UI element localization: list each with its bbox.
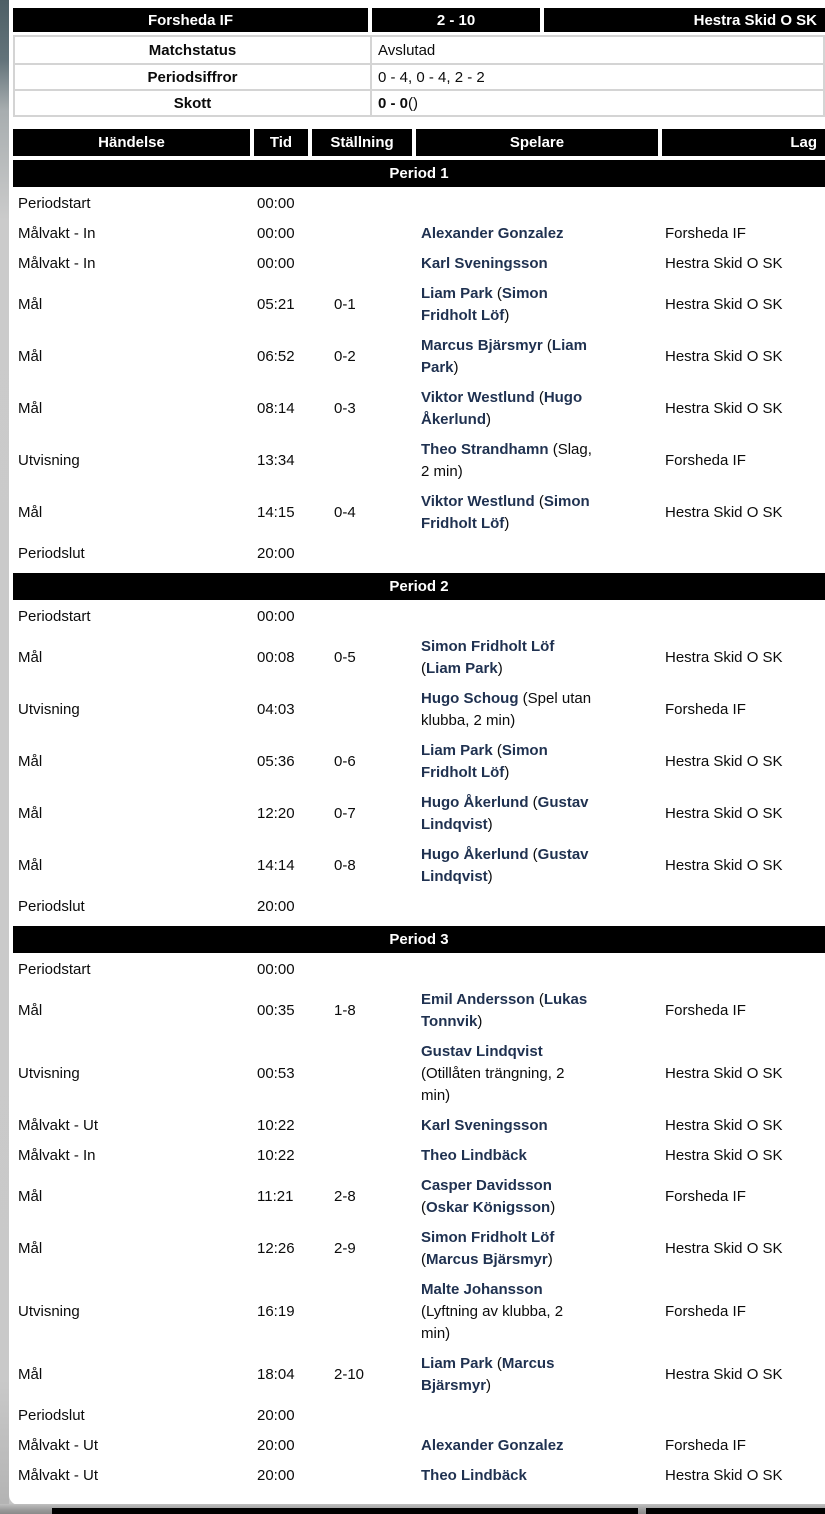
event-player-cell [416,844,662,888]
player-link[interactable]: Viktor Westlund [421,493,535,510]
event-player-cell [416,1353,662,1397]
assist-link[interactable]: Oskar Königsson [426,1199,551,1216]
event-team: Forsheda IF [665,1303,746,1320]
event-team: Forsheda IF [665,452,746,469]
event-team: Hestra Skid O SK [665,753,783,770]
summary-value: Avslutad [378,41,436,59]
player-link[interactable]: Hugo Åkerlund [421,794,529,811]
event-time: 12:26 [257,1240,295,1257]
player-link[interactable]: Theo Strandhamn [421,441,549,458]
score-header [13,8,825,32]
event-detail: (Spel utan klubba, 2 min) [421,690,592,729]
player-link[interactable]: Marcus Bjärsmyr [421,337,543,354]
event-score: 0-6 [334,753,356,770]
event-time: 10:22 [257,1117,295,1134]
event-row [13,1349,825,1401]
event-team: Forsheda IF [665,225,746,242]
player-link[interactable]: Emil Andersson [421,991,535,1008]
event-time: 20:00 [257,545,295,562]
event-type: Utvisning [18,452,80,469]
assist-link[interactable]: Marcus Bjärsmyr [426,1251,548,1268]
event-row [13,1111,825,1141]
assist-link[interactable]: Marcus Bjärsmyr [421,1355,555,1394]
penalty-reason: Spel utan klubba, 2 min [421,690,592,729]
event-player-inner [421,1465,593,1487]
event-time: 08:14 [257,400,295,417]
event-row [13,788,825,840]
summary-label: Periodsiffror [15,65,372,89]
event-type: Mål [18,1002,43,1019]
summary-label: Matchstatus [15,37,372,63]
event-score: 2-10 [334,1366,365,1383]
event-time: 00:53 [257,1065,295,1082]
event-detail: (Gustav Lindqvist) [421,794,589,833]
event-team: Hestra Skid O SK [665,1147,783,1164]
player-link[interactable]: Simon Fridholt Löf [421,638,555,655]
event-player-cell [416,1145,662,1167]
event-row [13,985,825,1037]
player-link[interactable]: Karl Sveningsson [421,1117,548,1134]
event-row [13,1431,825,1461]
event-player-inner [421,283,593,327]
event-type: Periodslut [18,1407,85,1424]
player-link[interactable]: Liam Park [421,1355,493,1372]
penalty-reason: Slag, 2 min [421,441,592,480]
player-link[interactable]: Liam Park [421,285,493,302]
event-detail: (Simon Fridholt Löf) [421,493,590,532]
period-band: Period 2 [13,573,825,600]
event-time: 12:20 [257,805,295,822]
player-link[interactable]: Simon Fridholt Löf [421,1229,555,1246]
player-link[interactable]: Gustav Lindqvist [421,1043,543,1060]
player-link[interactable]: Karl Sveningsson [421,255,548,272]
event-player-inner [421,1353,593,1397]
event-time: 20:00 [257,898,295,915]
event-score: 0-5 [334,649,356,666]
event-team: Hestra Skid O SK [665,1467,783,1484]
event-type: Målvakt - In [18,1147,96,1164]
away-team-name: Hestra Skid O SK [544,8,825,32]
cutoff-header-bar-left [52,1508,638,1514]
event-detail: (Simon Fridholt Löf) [421,285,548,324]
event-team: Hestra Skid O SK [665,1065,783,1082]
event-team: Hestra Skid O SK [665,400,783,417]
event-player-inner [421,335,593,379]
event-score: 2-8 [334,1188,356,1205]
event-type: Mål [18,348,43,365]
event-type: Mål [18,400,43,417]
event-detail: (Simon Fridholt Löf) [421,742,548,781]
assist-link[interactable]: Hugo Åkerlund [421,389,583,428]
event-player-inner [421,1227,593,1271]
player-link[interactable]: Hugo Åkerlund [421,846,529,863]
assist-link[interactable]: Simon Fridholt Löf [421,285,548,324]
event-row [13,331,825,383]
column-header-spelare: Spelare [416,129,658,156]
event-score: 0-2 [334,348,356,365]
event-team: Hestra Skid O SK [665,296,783,313]
event-row [13,1401,825,1431]
assist-link[interactable]: Lukas Tonnvik [421,991,588,1030]
event-time: 14:15 [257,504,295,521]
event-time: 20:00 [257,1467,295,1484]
match-score: 2 - 10 [372,8,540,32]
event-type: Mål [18,753,43,770]
event-player-inner [421,1041,593,1107]
event-time: 00:35 [257,1002,295,1019]
event-player-inner [421,688,593,732]
next-section-header-cutoff [0,1504,825,1514]
player-link[interactable]: Theo Lindbäck [421,1467,527,1484]
event-detail: (Lyftning av klubba, 2 min) [421,1303,564,1342]
event-team: Forsheda IF [665,1437,746,1454]
event-time: 18:04 [257,1366,295,1383]
event-player-inner [421,1435,593,1457]
summary-value: 0 - 4, 0 - 4, 2 - 2 [378,68,485,86]
player-link[interactable]: Hugo Schoug [421,690,519,707]
event-player-cell [416,283,662,327]
event-player-cell [416,1435,662,1457]
period-band: Period 1 [13,160,825,187]
event-player-cell [416,387,662,431]
event-player-cell [416,1227,662,1271]
summary-value-bold: 0 - 0 [378,94,409,112]
assist-link[interactable]: Gustav Lindqvist [421,846,589,885]
event-time: 05:36 [257,753,295,770]
event-type: Målvakt - In [18,255,96,272]
event-row [13,1223,825,1275]
event-type: Periodstart [18,195,91,212]
assist-link[interactable]: Liam Park [426,660,498,677]
event-team: Hestra Skid O SK [665,649,783,666]
event-player-cell [416,223,662,245]
event-type: Periodstart [18,608,91,625]
summary-value-rest: () [408,94,419,112]
assist-link[interactable]: Liam Park [421,337,587,376]
event-detail: (Gustav Lindqvist) [421,846,589,885]
event-row [13,435,825,487]
event-time: 00:00 [257,195,295,212]
event-player-inner [421,253,593,275]
event-player-cell [416,740,662,784]
event-type: Periodstart [18,961,91,978]
event-player-cell [416,439,662,483]
event-time: 05:21 [257,296,295,313]
period-band: Period 3 [13,926,825,953]
page-background-strip [0,0,9,1514]
event-player-cell [416,1279,662,1345]
event-player-inner [421,636,593,680]
event-player-cell [416,1465,662,1487]
event-player-inner [421,1115,593,1137]
assist-link[interactable]: Simon Fridholt Löf [421,493,590,532]
event-type: Målvakt - Ut [18,1117,99,1134]
event-type: Utvisning [18,1303,80,1320]
event-type: Utvisning [18,1065,80,1082]
home-team-name: Forsheda IF [13,8,368,32]
event-row [13,1171,825,1223]
summary-row [15,63,823,89]
event-row [13,736,825,788]
event-row [13,189,825,219]
event-team: Hestra Skid O SK [665,504,783,521]
event-row [13,487,825,539]
column-header-stallning: Ställning [312,129,412,156]
content-area [13,0,825,1491]
penalty-reason: Lyftning av klubba, 2 min [421,1303,564,1342]
summary-label: Skott [15,91,372,115]
player-link[interactable]: Viktor Westlund [421,389,535,406]
event-team: Forsheda IF [665,1188,746,1205]
event-time: 04:03 [257,701,295,718]
event-row [13,632,825,684]
event-team: Forsheda IF [665,1002,746,1019]
event-time: 20:00 [257,1437,295,1454]
event-type: Mål [18,649,43,666]
event-time: 10:22 [257,1147,295,1164]
event-player-inner [421,1175,593,1219]
event-score: 0-3 [334,400,356,417]
event-type: Utvisning [18,701,80,718]
event-detail: (Oskar Königsson) [421,1199,556,1216]
match-summary-table [13,35,825,117]
event-score: 2-9 [334,1240,356,1257]
event-team: Hestra Skid O SK [665,348,783,365]
summary-value [372,91,823,115]
event-type: Mål [18,296,43,313]
player-link[interactable]: Casper Davidsson [421,1177,552,1194]
event-team: Hestra Skid O SK [665,857,783,874]
event-player-inner [421,439,593,483]
event-type: Målvakt - In [18,225,96,242]
cutoff-header-bar-right [646,1508,825,1514]
event-detail: (Hugo Åkerlund) [421,389,583,428]
event-time: 00:00 [257,255,295,272]
event-score: 1-8 [334,1002,356,1019]
event-player-cell [416,491,662,535]
event-player-cell [416,688,662,732]
summary-row [15,37,823,63]
events-list [13,160,825,1491]
event-time: 06:52 [257,348,295,365]
event-time: 13:34 [257,452,295,469]
event-row [13,279,825,331]
player-link[interactable]: Alexander Gonzalez [421,1437,564,1454]
event-player-cell [416,989,662,1033]
event-type: Periodslut [18,545,85,562]
summary-row [15,89,823,115]
event-player-cell [416,253,662,275]
event-row [13,219,825,249]
penalty-reason: Otillåten trängning, 2 min [421,1065,565,1104]
event-player-cell [416,1041,662,1107]
event-type: Mål [18,1188,43,1205]
event-type: Mål [18,805,43,822]
assist-link[interactable]: Gustav Lindqvist [421,794,589,833]
column-header-handelse: Händelse [13,129,250,156]
event-row [13,1037,825,1111]
event-detail: (Marcus Bjärsmyr) [421,1355,555,1394]
event-player-inner [421,1279,593,1345]
event-detail: (Otillåten trängning, 2 min) [421,1065,565,1104]
event-time: 00:00 [257,608,295,625]
event-player-inner [421,740,593,784]
events-table-header [13,129,825,156]
event-type: Mål [18,504,43,521]
event-time: 00:00 [257,961,295,978]
event-team: Hestra Skid O SK [665,1117,783,1134]
event-score: 0-4 [334,504,356,521]
event-detail: (Liam Park) [421,337,587,376]
event-player-inner [421,1145,593,1167]
event-player-cell [416,792,662,836]
event-row [13,1275,825,1349]
content-panel [9,0,825,1505]
event-time: 00:00 [257,225,295,242]
event-row [13,840,825,892]
assist-link[interactable]: Simon Fridholt Löf [421,742,548,781]
event-time: 16:19 [257,1303,295,1320]
event-player-cell [416,335,662,379]
event-score: 0-7 [334,805,356,822]
player-link[interactable]: Alexander Gonzalez [421,225,564,242]
event-type: Målvakt - Ut [18,1437,99,1454]
event-row [13,1461,825,1491]
event-type: Mål [18,1366,43,1383]
player-link[interactable]: Theo Lindbäck [421,1147,527,1164]
event-player-inner [421,223,593,245]
event-time: 00:08 [257,649,295,666]
event-time: 14:14 [257,857,295,874]
event-player-cell [416,1115,662,1137]
event-time: 11:21 [257,1188,294,1205]
event-score: 0-1 [334,296,356,313]
player-link[interactable]: Malte Johansson [421,1281,543,1298]
event-detail: (Lukas Tonnvik) [421,991,588,1030]
event-type: Mål [18,1240,43,1257]
event-player-inner [421,792,593,836]
event-player-inner [421,989,593,1033]
event-team: Hestra Skid O SK [665,805,783,822]
event-row [13,539,825,569]
event-team: Hestra Skid O SK [665,255,783,272]
event-row [13,684,825,736]
column-header-lag: Lag [662,129,825,156]
event-team: Forsheda IF [665,701,746,718]
event-player-inner [421,387,593,431]
event-player-cell [416,1175,662,1219]
event-player-inner [421,491,593,535]
event-time: 20:00 [257,1407,295,1424]
player-link[interactable]: Liam Park [421,742,493,759]
event-type: Mål [18,857,43,874]
event-row [13,383,825,435]
event-detail: (Slag, 2 min) [421,441,592,480]
event-player-inner [421,844,593,888]
event-row [13,1141,825,1171]
event-team: Hestra Skid O SK [665,1366,783,1383]
event-detail: (Liam Park) [421,660,503,677]
event-type: Periodslut [18,898,85,915]
event-row [13,249,825,279]
event-team: Hestra Skid O SK [665,1240,783,1257]
event-row [13,955,825,985]
event-row [13,892,825,922]
event-score: 0-8 [334,857,356,874]
event-detail: (Marcus Bjärsmyr) [421,1251,553,1268]
event-row [13,602,825,632]
event-type: Målvakt - Ut [18,1467,99,1484]
event-player-cell [416,636,662,680]
column-header-tid: Tid [254,129,308,156]
